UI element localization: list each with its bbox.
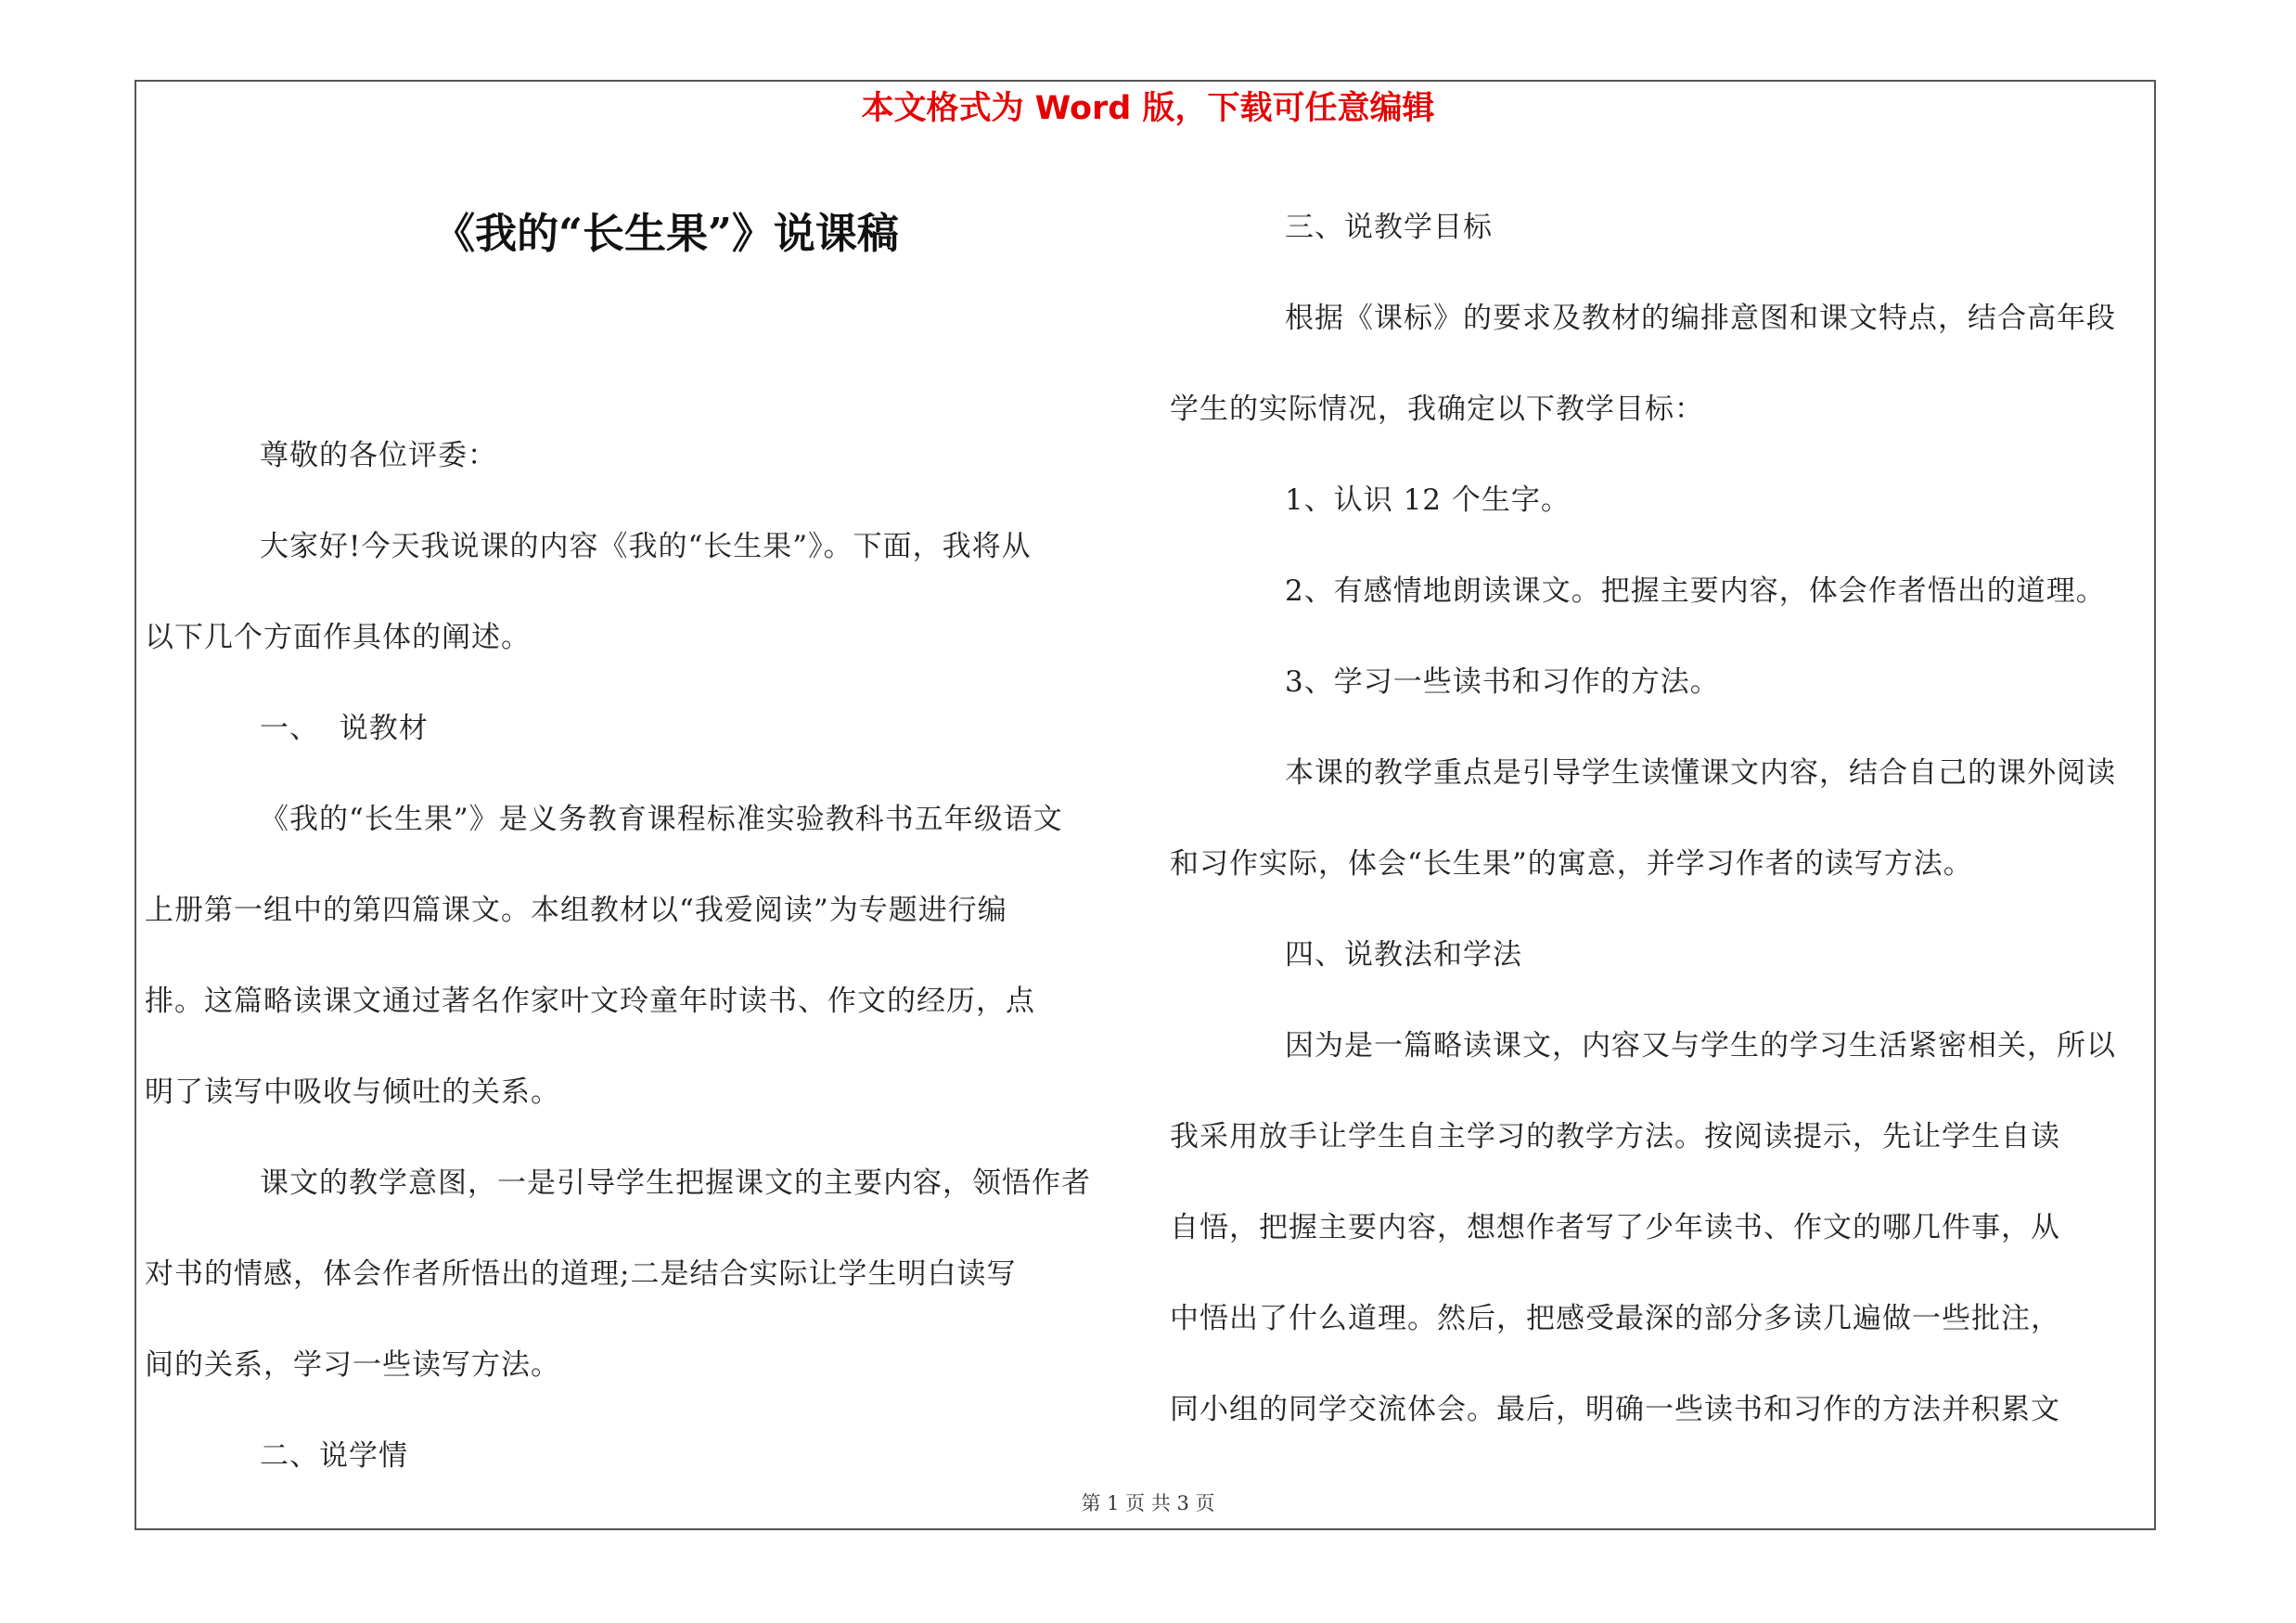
right-column [1170,182,2164,1455]
text-line: 间的关系，学习一些读写方法。 [145,1348,560,1382]
list-item [1227,546,2164,637]
text-line: 学生的实际情况，我确定以下教学目标： [1170,393,1704,426]
text-line: 上册第一组中的第四篇课文。本组教材以“我爱阅读”为专题进行编 [145,894,1007,927]
text-line: 一、 说教材 [260,712,429,745]
text-line: 课文的教学意图，一是引导学生把握课文的主要内容，领悟作者 [260,1166,1091,1200]
text-line: 三、说教学目标 [1285,211,1493,244]
format-banner: 本文格式为 Word 版，下载可任意编辑 [861,90,1435,127]
text-line: 本课的教学重点是引导学生读懂课文内容，结合自己的课外阅读 [1285,756,2116,790]
text-line: 对书的情感，体会作者所悟出的道理;二是结合实际让学生明白读写 [145,1257,1017,1291]
paragraph [145,1138,1135,1410]
list-item [1227,455,2164,546]
paragraph [1170,1000,2164,1455]
text-line: 1、认识 12 个生字。 [1285,483,1571,517]
text-line: 我采用放手让学生自主学习的教学方法。按阅读提示，先让学生自读 [1170,1120,2060,1153]
paragraph [145,501,1135,683]
left-column [145,410,1135,1501]
section-heading [202,1410,1135,1501]
list-item [1227,637,2164,728]
text-line: 明了读写中吸收与倾吐的关系。 [145,1076,560,1109]
text-line: 根据《课标》的要求及教材的编排意图和课文特点，结合高年段 [1285,302,2116,335]
paragraph [202,410,1135,501]
text-line: 3、学习一些读书和习作的方法。 [1285,665,1720,699]
section-heading [1227,182,2164,273]
text-line: 《我的“长生果”》是义务教育课程标准实验教科书五年级语文 [260,803,1063,836]
text-line: 四、说教法和学法 [1285,938,1522,972]
text-line: 中悟出了什么道理。然后，把感受最深的部分多读几遍做一些批注， [1170,1302,2060,1335]
section-heading [202,683,1135,774]
text-line: 尊敬的各位评委： [260,439,497,472]
text-line: 自悟，把握主要内容，想想作者写了少年读书、作文的哪几件事，从 [1170,1211,2060,1244]
text-line: 同小组的同学交流体会。最后，明确一些读书和习作的方法并积累文 [1170,1393,2060,1426]
paragraph [1170,728,2164,909]
text-line: 2、有感情地朗读课文。把握主要内容，体会作者悟出的道理。 [1285,574,2106,608]
text-line: 二、说学情 [260,1439,408,1473]
section-heading [1227,909,2164,1000]
paragraph [145,774,1135,1138]
paragraph [1170,273,2164,455]
text-line: 大家好!今天我说课的内容《我的“长生果”》。下面，我将从 [260,530,1032,563]
document-title: 《我的“长生果”》说课稿 [433,209,899,258]
text-line: 排。这篇略读课文通过著名作家叶文玲童年时读书、作文的经历，点 [145,985,1035,1018]
page-number: 第 1 页 共 3 页 [1081,1492,1215,1514]
text-line: 以下几个方面作具体的阐述。 [145,621,531,654]
text-line: 因为是一篇略读课文，内容又与学生的学习生活紧密相关，所以 [1285,1029,2116,1063]
text-line: 和习作实际，体会“长生果”的寓意，并学习作者的读写方法。 [1170,847,1973,881]
